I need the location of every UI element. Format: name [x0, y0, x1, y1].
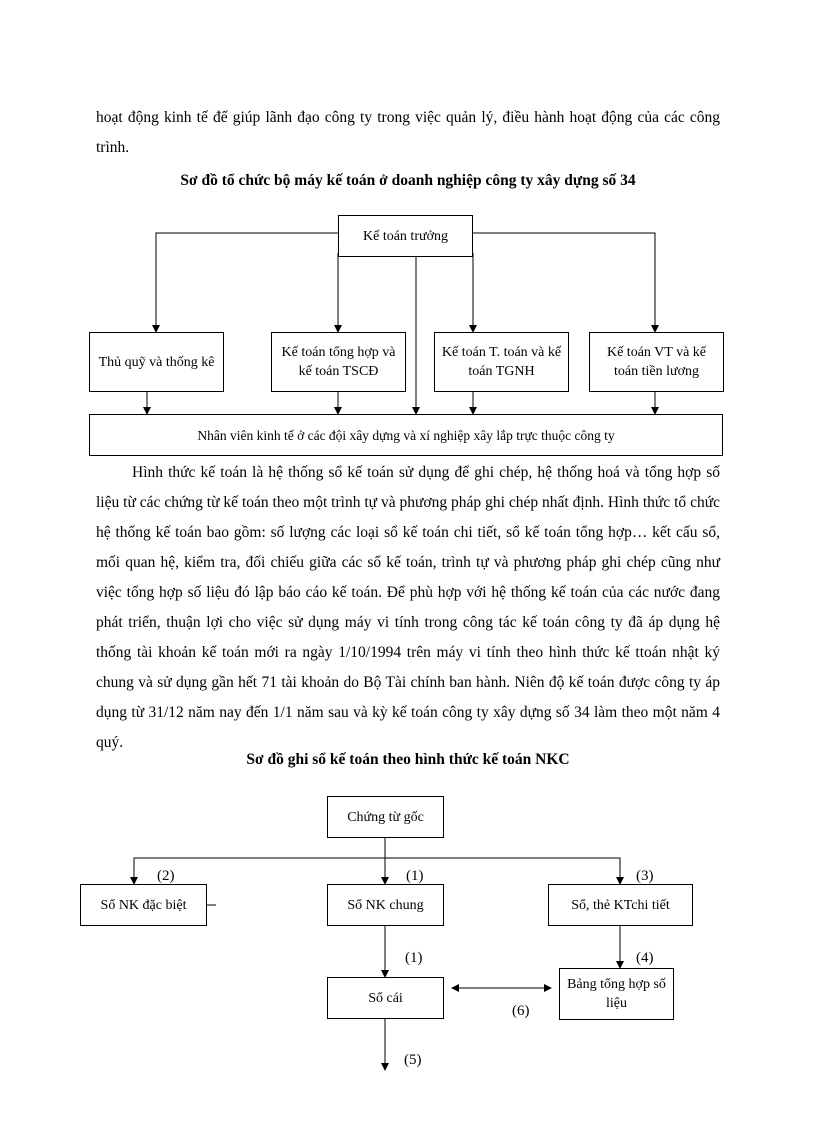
summary-table-box — [559, 968, 674, 1020]
step-label: (4) — [636, 950, 654, 966]
unit-box-materials-accounting — [589, 332, 724, 392]
unit-label-treasurer: Thủ quỹ và thống kê — [98, 354, 215, 370]
step-label: (5) — [404, 1052, 422, 1068]
chief-accountant-box — [338, 215, 473, 257]
main-paragraph: Hình thức kế toán là hệ thống sổ kế toán sử dụng để ghi chép, hệ thống hoá và tổng hợp số liệu từ các chứng từ kế toán theo một trình tự và phương pháp ghi chép nhất định. Hình thức tổ chức hệ thống kế toán bao gồm: số lượng các loại sổ kế toán chi tiết, sổ kế toán tổng hợp… kết cấu sổ, mối quan hệ, kiểm tra, đối chiếu giữa các sổ kế toán, trình tự và phương pháp ghi chép cũng như việc tổng hợp số liệu đó lập báo cáo kế toán. Để phù hợp với hệ thống kế toán của các nước đang phát triển, thuận lợi cho việc sử dụng máy vi tính trong công tác kế toán công ty đã áp dụng hệ thống tài khoản kế toán mới ra ngày 1/10/1994 trên máy vi tính theo hình thức kế ttoán nhật ký chung và sử dụng gần hết 71 tài khoản do Bộ Tài chính ban hành. Niên độ kế toán được công ty áp dụng từ 31/12 năm nay đến 1/1 năm sau và kỳ kế toán công ty xây dựng số 34 làm theo một năm 4 quý. — [96, 464, 720, 751]
general-journal-label: Sổ NK chung — [347, 897, 424, 913]
general-journal-box — [327, 884, 444, 926]
step-label: (1) — [406, 868, 424, 884]
unit-box-general-accounting — [271, 332, 406, 392]
step-label: (2) — [157, 868, 175, 884]
detail-ledger-label: Sổ, thẻ KTchi tiết — [571, 897, 670, 913]
unit-label-payment-accounting: Kế toán T. toán và kế toán TGNH — [441, 345, 562, 379]
special-journal-label: Sổ NK đặc biệt — [100, 897, 187, 913]
staff-box — [89, 414, 723, 456]
org-chart-title: Sơ đồ tổ chức bộ máy kế toán ở doanh nghiệp công ty xây dựng số 34 — [180, 172, 636, 189]
step-label: (3) — [636, 868, 654, 884]
step-label: (1) — [405, 950, 423, 966]
connector-chief-to-materials — [473, 233, 655, 332]
connector-chief-to-treasurer — [156, 233, 338, 332]
unit-box-payment-accounting — [434, 332, 569, 392]
special-journal-box — [80, 884, 207, 926]
general-ledger-box — [327, 977, 444, 1019]
intro-paragraph: hoạt động kinh tế để giúp lãnh đạo công ty trong việc quản lý, điều hành hoạt động của các công trình. — [96, 109, 720, 156]
general-ledger-label: Sổ cái — [368, 990, 403, 1006]
source-document-label: Chứng từ gốc — [347, 809, 424, 825]
staff-label: Nhân viên kinh tế ở các đội xây dựng và xí nghiệp xây lắp trực thuộc công ty — [197, 427, 615, 443]
unit-label-materials-accounting: Kế toán VT và kế toán tiền lương — [606, 345, 706, 379]
unit-box-treasurer — [89, 332, 224, 392]
step-label: (6) — [512, 1003, 530, 1019]
detail-ledger-box — [548, 884, 693, 926]
flow-chart-title: Sơ đồ ghi sổ kế toán theo hình thức kế toán NKC — [246, 751, 570, 768]
summary-table-label: Bảng tổng hợp số liệu — [567, 977, 666, 1011]
chief-accountant-label: Kế toán trưởng — [363, 228, 448, 244]
unit-label-general-accounting: Kế toán tổng hợp và kế toán TSCĐ — [281, 345, 396, 379]
source-document-box — [327, 796, 444, 838]
